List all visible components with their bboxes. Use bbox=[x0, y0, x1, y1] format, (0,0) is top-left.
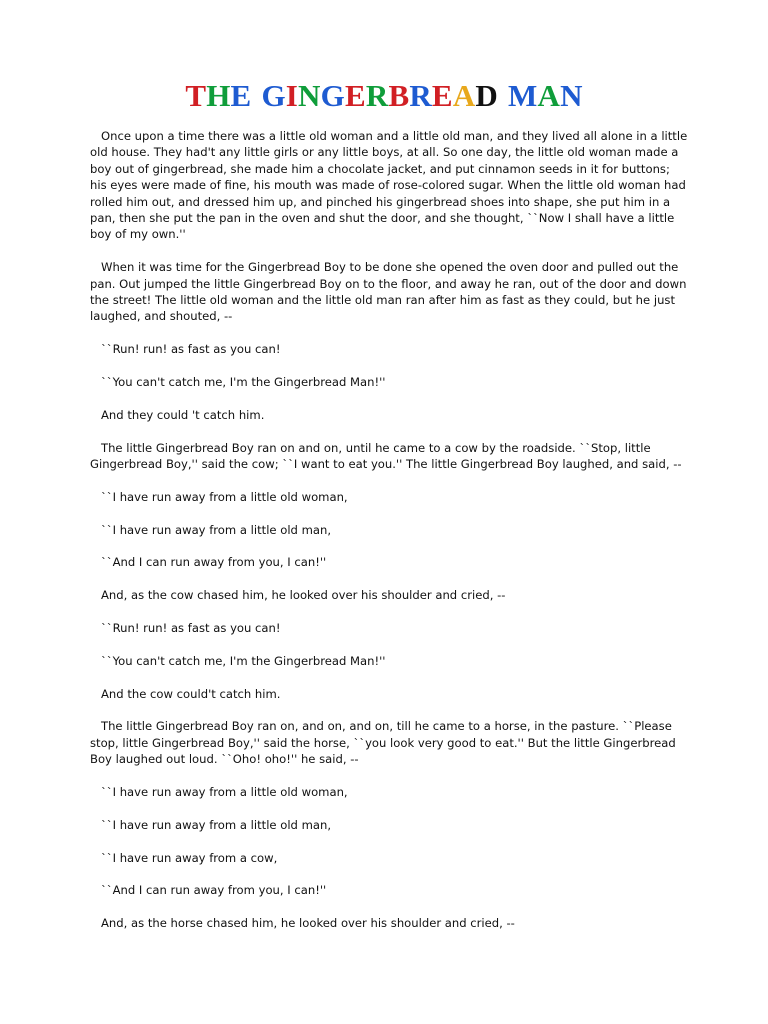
title-letter: N bbox=[298, 78, 321, 113]
title-letter: M bbox=[508, 78, 538, 113]
paragraph: ``I have run away from a cow, bbox=[101, 850, 278, 865]
title-letter: G bbox=[320, 78, 345, 113]
story-body bbox=[90, 128, 690, 932]
paragraph: And, as the cow chased him, he looked over his shoulder and cried, -- bbox=[101, 588, 506, 603]
title-space bbox=[251, 78, 261, 114]
title-letter: E bbox=[230, 78, 252, 113]
paragraph: When it was time for the Gingerbread Boy to be done she opened the oven door and pulled out the pan. Out jumped the little Gingerbread Boy on to the floor, and away he ran, out of the door and down the street! The little old woman and the little old man ran after him as fast as they could, but he just laughed, and shouted, -- bbox=[90, 260, 687, 324]
paragraph: ``I have run away from a little old woman, bbox=[101, 489, 348, 504]
paragraph: ``I have run away from a little old man, bbox=[101, 817, 332, 832]
title-letter: T bbox=[185, 78, 207, 113]
paragraph: ``And I can run away from you, I can!'' bbox=[101, 555, 327, 570]
title-letter: R bbox=[409, 78, 432, 113]
paragraph: And the cow could't catch him. bbox=[101, 686, 281, 701]
paragraph: The little Gingerbread Boy ran on, and on, and on, till he came to a horse, in the pasture. ``Please stop, little Gingerbread Boy,'' said the horse, ``you look very good to eat.'' But the little Gingerbread Boy laughed out loud. ``Oho! oho!'' he said, -- bbox=[90, 719, 676, 767]
title-letter: H bbox=[206, 78, 231, 113]
title-letter: N bbox=[560, 78, 583, 113]
title-letter: E bbox=[344, 78, 366, 113]
title-letter: G bbox=[261, 78, 286, 113]
paragraph: ``I have run away from a little old man, bbox=[101, 522, 332, 537]
document-title bbox=[0, 78, 768, 114]
title-letter: R bbox=[365, 78, 389, 113]
title-space bbox=[498, 78, 508, 114]
paragraph: The little Gingerbread Boy ran on and on, until he came to a cow by the roadside. ``Stop, little Gingerbread Boy,'' said the cow; ``I want to eat you.'' The little Gingerbread Boy laughed, and said, -- bbox=[90, 440, 682, 472]
title-letter: A bbox=[452, 78, 476, 113]
paragraph: And, as the horse chased him, he looked over his shoulder and cried, -- bbox=[101, 916, 515, 931]
paragraph: And they could 't catch him. bbox=[101, 407, 265, 422]
paragraph: ``Run! run! as fast as you can! bbox=[101, 621, 281, 636]
paragraph: ``And I can run away from you, I can!'' bbox=[101, 883, 327, 898]
title-letter: A bbox=[537, 78, 561, 113]
paragraph: Once upon a time there was a little old woman and a little old man, and they lived all alone in a little old house. They had't any little girls or any little boys, at all. So one day, the little old woman made a boy out of gingerbread, she made him a chocolate jacket, and put cinnamon seeds in it for buttons; his eyes were made of fine, his mouth was made of rose-colored sugar. When the little old woman had rolled him out, and dressed him up, and pinched his gingerbread shoes into shape, she put him in a pan, then she put the pan in the oven and shut the door, and she thought, ``Now I shall have a little boy of my own.'' bbox=[90, 129, 688, 242]
title-letter: B bbox=[388, 78, 410, 113]
title-letter: D bbox=[475, 78, 498, 113]
title-letter: E bbox=[431, 78, 453, 113]
paragraph: ``Run! run! as fast as you can! bbox=[101, 342, 281, 357]
paragraph: ``You can't catch me, I'm the Gingerbread Man!'' bbox=[101, 653, 386, 668]
title-letter: I bbox=[285, 78, 299, 113]
paragraph: ``I have run away from a little old woman, bbox=[101, 785, 348, 800]
paragraph: ``You can't catch me, I'm the Gingerbread Man!'' bbox=[101, 375, 386, 390]
